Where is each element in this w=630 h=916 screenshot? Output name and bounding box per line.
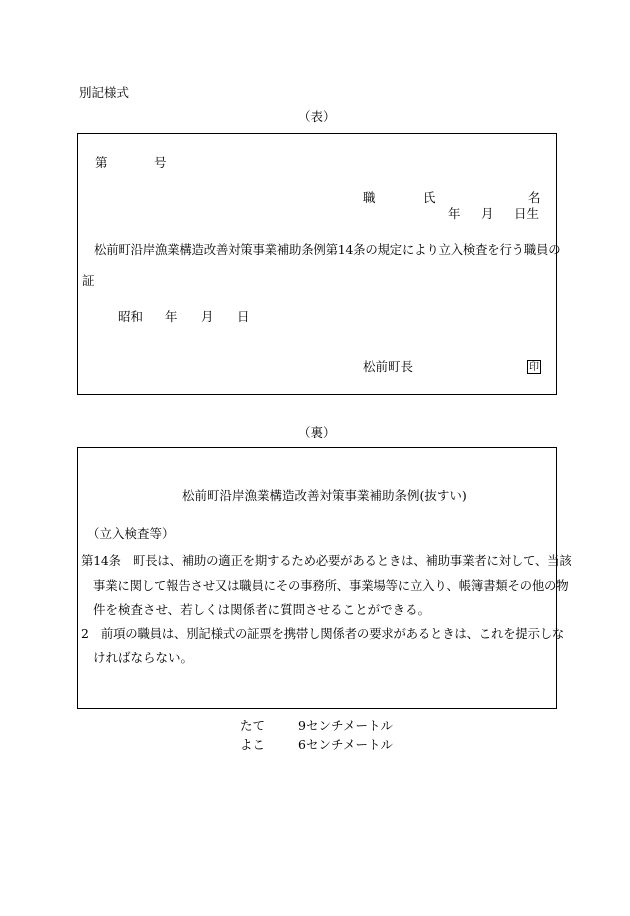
front-heading: （表） [298,109,336,124]
birth-day: 日生 [514,206,540,221]
paragraph-2-line-1: 2 前項の職員は、別記様式の証票を携帯し関係者の要求があるときは、これを提示しな [81,626,565,641]
article-line-3: 件を検査させ、若しくは関係者に質問させることができる。 [93,602,431,617]
section-heading: （立入検査等） [87,526,175,541]
title-shi: 氏 [423,190,436,205]
width-value: 6センチメートル [298,737,393,752]
article-line-1: 第14条 町長は、補助の適正を期するため必要があるときは、補助事業者に対して、当該 [81,553,572,568]
issuer: 松前町長 [363,359,414,374]
title-shoku: 職 [363,190,376,205]
article-line-2: 事業に関して報告させ又は職員にその事務所、事業場等に立入り、帳簿書類その他の物 [93,578,569,593]
date-era: 昭和 [118,309,144,324]
birth-year: 年 [448,206,461,221]
date-month: 月 [201,309,214,324]
paragraph-2-line-2: ければならない。 [93,650,194,665]
form-label: 別記様式 [79,85,130,100]
title-mei: 名 [528,190,541,205]
width-label: よこ [240,737,266,752]
statement-line-1: 松前町沿岸漁業構造改善対策事業補助条例第14条の規定により立入検査を行う職員の [94,242,561,257]
height-label: たて [240,718,266,733]
height-value: 9センチメートル [298,718,393,733]
statement-line-2: 証 [82,273,95,288]
seal-mark: 印 [529,362,539,373]
back-title: 松前町沿岸漁業構造改善対策事業補助条例(抜すい) [182,488,467,503]
number-dai: 第 [95,155,108,170]
number-go: 号 [154,155,167,170]
date-day: 日 [237,309,250,324]
back-heading: （裏） [298,425,336,440]
date-year: 年 [165,309,178,324]
front-card [77,133,557,395]
birth-month: 月 [481,206,494,221]
